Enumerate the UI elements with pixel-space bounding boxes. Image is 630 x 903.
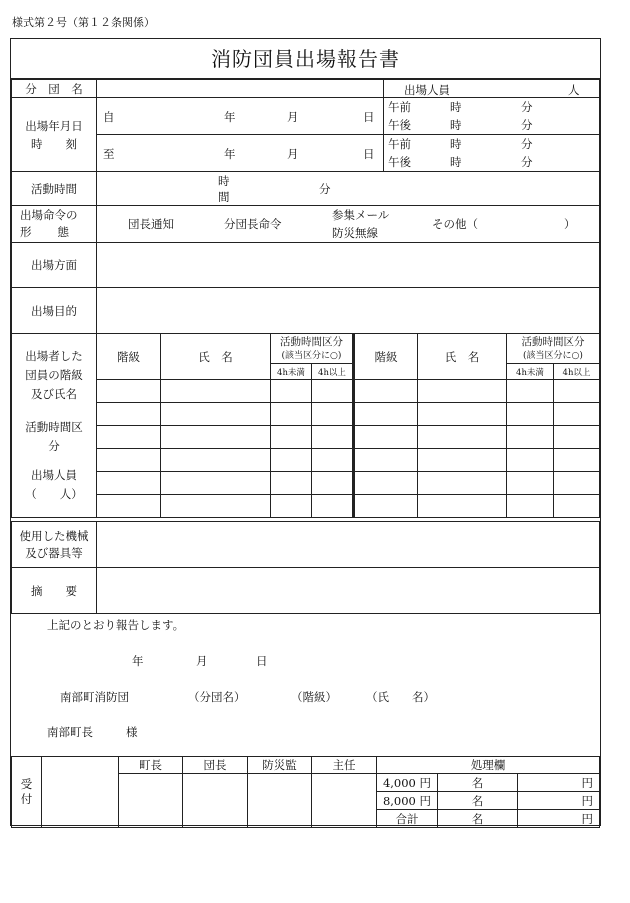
to-am-label: 午前 xyxy=(388,137,411,151)
to-am-minute-label: 分 xyxy=(521,137,533,151)
report-branch-field[interactable]: （分団名） xyxy=(188,690,246,704)
member-under-4h-cell[interactable] xyxy=(507,472,554,495)
order-option-other[interactable]: その他（ xyxy=(432,217,478,231)
member-name-cell[interactable] xyxy=(161,472,271,495)
report-statement: 上記のとおり報告します。 xyxy=(47,618,185,632)
total-yen[interactable]: 円 xyxy=(518,810,600,828)
member-name-cell[interactable] xyxy=(418,403,507,426)
total-persons[interactable]: 名 xyxy=(438,810,518,828)
attendees-cell[interactable] xyxy=(384,80,600,98)
report-rank-field[interactable]: （階級） xyxy=(291,690,337,704)
member-over-4h-cell[interactable] xyxy=(554,426,600,449)
amount-8000-yen[interactable]: 円 xyxy=(518,792,600,810)
rank-header-left: 階級 xyxy=(97,334,161,380)
activity-time-label: 活動時間 xyxy=(12,172,97,206)
from-am-label: 午前 xyxy=(388,100,411,114)
member-under-4h-cell[interactable] xyxy=(271,472,312,495)
from-pm-minute-label: 分 xyxy=(521,118,533,132)
member-name-cell[interactable] xyxy=(161,449,271,472)
from-am-minute-label: 分 xyxy=(521,100,533,114)
member-over-4h-cell[interactable] xyxy=(312,380,354,403)
order-form-label: 出場命令の 形 態 xyxy=(12,206,97,243)
member-rank-cell[interactable] xyxy=(97,495,161,518)
branch-field[interactable] xyxy=(97,80,384,98)
mayor-stamp-cell[interactable] xyxy=(119,774,183,828)
date-time-label: 出場年月日 時 刻 xyxy=(12,98,97,172)
order-option-mail[interactable]: 参集メール xyxy=(332,208,390,222)
member-rank-cell[interactable] xyxy=(354,380,418,403)
amount-4000-yen[interactable]: 円 xyxy=(518,774,600,792)
member-name-cell[interactable] xyxy=(161,403,271,426)
member-rank-cell[interactable] xyxy=(97,449,161,472)
to-month-label: 月 xyxy=(287,147,299,161)
order-option-chief-notice[interactable]: 団長通知 xyxy=(128,217,174,231)
member-over-4h-cell[interactable] xyxy=(554,380,600,403)
member-name-cell[interactable] xyxy=(418,380,507,403)
direction-label: 出場方面 xyxy=(12,243,97,288)
order-form-options[interactable] xyxy=(97,206,600,243)
to-time-field[interactable] xyxy=(384,135,600,172)
activity-time-field[interactable] xyxy=(97,172,600,206)
activity-hour-label-1: 時 xyxy=(218,174,230,188)
purpose-label: 出場目的 xyxy=(12,288,97,334)
equipment-summary-table xyxy=(11,521,600,614)
form-number-label: 様式第２号（第１２条関係） xyxy=(12,16,155,29)
disaster-header: 防災監 xyxy=(248,757,312,774)
mayor-header: 町長 xyxy=(119,757,183,774)
equipment-field[interactable] xyxy=(97,522,600,568)
member-rank-cell[interactable] xyxy=(97,403,161,426)
member-over-4h-cell[interactable] xyxy=(554,495,600,518)
over-4h-header-right: 4h以上 xyxy=(554,364,600,380)
member-under-4h-cell[interactable] xyxy=(507,426,554,449)
member-rank-cell[interactable] xyxy=(354,403,418,426)
chief-header: 団長 xyxy=(183,757,248,774)
officer-header: 主任 xyxy=(312,757,377,774)
member-under-4h-cell[interactable] xyxy=(271,380,312,403)
attendees-unit: 人 xyxy=(568,83,580,97)
to-pm-hour-label: 時 xyxy=(450,155,462,169)
member-rank-cell[interactable] xyxy=(354,449,418,472)
member-under-4h-cell[interactable] xyxy=(271,449,312,472)
member-over-4h-cell[interactable] xyxy=(312,495,354,518)
member-rank-cell[interactable] xyxy=(354,495,418,518)
member-over-4h-cell[interactable] xyxy=(554,449,600,472)
under-4h-header-right: 4h未満 xyxy=(507,364,554,380)
chief-stamp-cell[interactable] xyxy=(183,774,248,828)
equipment-label: 使用した機械 及び器具等 xyxy=(12,522,97,568)
officer-stamp-cell[interactable] xyxy=(312,774,377,828)
name-header-right: 氏 名 xyxy=(418,334,507,380)
amount-4000-persons[interactable]: 名 xyxy=(438,774,518,792)
member-over-4h-cell[interactable] xyxy=(554,472,600,495)
member-over-4h-cell[interactable] xyxy=(554,403,600,426)
order-option-other-close: ） xyxy=(564,217,576,231)
member-rank-cell[interactable] xyxy=(97,472,161,495)
member-rank-cell[interactable] xyxy=(354,426,418,449)
member-rank-cell[interactable] xyxy=(97,380,161,403)
order-option-branch-order[interactable]: 分団長命令 xyxy=(224,217,282,231)
member-name-cell[interactable] xyxy=(161,495,271,518)
member-under-4h-cell[interactable] xyxy=(271,495,312,518)
name-header-left: 氏 名 xyxy=(161,334,271,380)
to-am-hour-label: 時 xyxy=(450,137,462,151)
member-name-cell[interactable] xyxy=(161,380,271,403)
rank-header-right: 階級 xyxy=(354,334,418,380)
over-4h-header-left: 4h以上 xyxy=(312,364,354,380)
to-pm-minute-label: 分 xyxy=(521,155,533,169)
member-name-cell[interactable] xyxy=(418,495,507,518)
report-month-label: 月 xyxy=(196,654,208,668)
to-date-field[interactable] xyxy=(97,135,384,172)
amount-8000-label: 8,000 円 xyxy=(377,792,438,810)
report-addressee: 南部町長 xyxy=(47,725,93,739)
from-pm-hour-label: 時 xyxy=(450,118,462,132)
direction-field[interactable] xyxy=(97,243,600,288)
from-label: 自 xyxy=(103,110,115,124)
footer-table xyxy=(11,756,600,828)
member-rank-cell[interactable] xyxy=(354,472,418,495)
member-under-4h-cell[interactable] xyxy=(271,403,312,426)
amount-8000-persons[interactable]: 名 xyxy=(438,792,518,810)
member-under-4h-cell[interactable] xyxy=(507,403,554,426)
member-name-cell[interactable] xyxy=(161,426,271,449)
to-day-label: 日 xyxy=(363,147,375,161)
activity-hour-label-2: 間 xyxy=(218,190,230,204)
report-header-table xyxy=(11,79,600,334)
member-name-cell[interactable] xyxy=(418,449,507,472)
from-day-label: 日 xyxy=(363,110,375,124)
from-year-label: 年 xyxy=(224,110,236,124)
member-over-4h-cell[interactable] xyxy=(312,449,354,472)
total-label: 合計 xyxy=(377,810,438,828)
summary-field[interactable] xyxy=(97,568,600,614)
report-statement-block xyxy=(11,613,599,756)
received-stamp-cell[interactable] xyxy=(42,757,119,828)
member-under-4h-cell[interactable] xyxy=(271,426,312,449)
report-name-field[interactable]: （氏 名） xyxy=(366,690,435,704)
to-pm-label: 午後 xyxy=(388,155,411,169)
report-honorific: 様 xyxy=(126,725,138,739)
order-option-radio[interactable]: 防災無線 xyxy=(332,226,378,240)
time-div-header-left: 活動時間区分 (該当区分に○) xyxy=(271,334,354,364)
members-label: 出場者した 団員の階級 及び氏名 活動時間区 分 出場人員 （ 人） xyxy=(12,334,97,518)
member-name-cell[interactable] xyxy=(418,426,507,449)
branch-label: 分 団 名 xyxy=(12,80,97,98)
member-under-4h-cell[interactable] xyxy=(507,449,554,472)
received-label: 受 付 xyxy=(12,757,42,828)
attendees-label: 出場人員 xyxy=(404,83,450,97)
amount-4000-label: 4,000 円 xyxy=(377,774,438,792)
member-over-4h-cell[interactable] xyxy=(312,472,354,495)
to-label: 至 xyxy=(103,147,115,161)
report-sheet xyxy=(10,38,601,826)
from-date-field[interactable] xyxy=(97,98,384,135)
to-year-label: 年 xyxy=(224,147,236,161)
under-4h-header-left: 4h未満 xyxy=(271,364,312,380)
activity-minute-label: 分 xyxy=(319,182,331,196)
time-div-header-right: 活動時間区分 (該当区分に○) xyxy=(507,334,600,364)
member-rank-cell[interactable] xyxy=(97,426,161,449)
member-over-4h-cell[interactable] xyxy=(312,426,354,449)
report-year-label: 年 xyxy=(132,654,144,668)
processing-header: 処理欄 xyxy=(377,757,600,774)
report-org: 南部町消防団 xyxy=(60,690,129,704)
from-am-hour-label: 時 xyxy=(450,100,462,114)
from-pm-label: 午後 xyxy=(388,118,411,132)
purpose-field[interactable] xyxy=(97,288,600,334)
members-table xyxy=(11,333,600,518)
member-under-4h-cell[interactable] xyxy=(507,380,554,403)
from-time-field[interactable] xyxy=(384,98,600,135)
member-under-4h-cell[interactable] xyxy=(507,495,554,518)
member-name-cell[interactable] xyxy=(418,472,507,495)
report-day-label: 日 xyxy=(256,654,268,668)
disaster-stamp-cell[interactable] xyxy=(248,774,312,828)
member-over-4h-cell[interactable] xyxy=(312,403,354,426)
summary-label: 摘 要 xyxy=(12,568,97,614)
page-title: 消防団員出場報告書 xyxy=(11,39,600,79)
from-month-label: 月 xyxy=(287,110,299,124)
